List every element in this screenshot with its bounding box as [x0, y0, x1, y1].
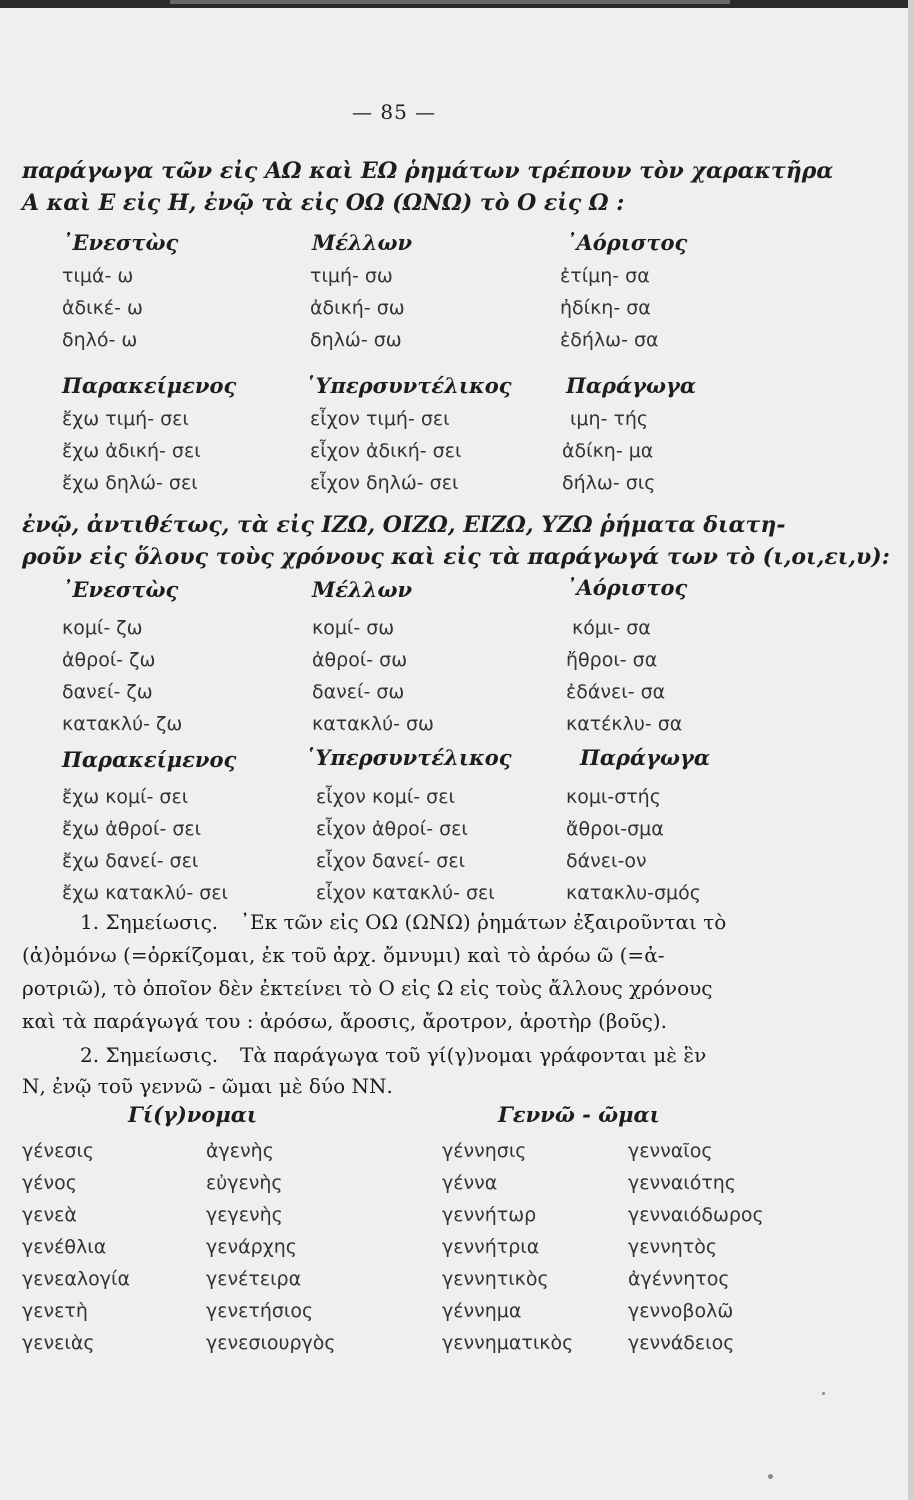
table-cell: δηλό- ω — [62, 329, 138, 351]
table2-header-derivatives: Παράγωγα — [566, 373, 697, 398]
table-cell: ἐτίμη- σα — [560, 265, 650, 287]
note1-line-3: ροτριῶ), τὸ ὁποῖον δὲν ἐκτείνει τὸ Ο εἰς Ω εἰς τοὺς ἄλλους χρόνους — [22, 976, 713, 1000]
table4-header-perfect: Παρακείμενος — [62, 747, 237, 772]
table-cell: ἀθροί- σω — [312, 649, 408, 671]
table-cell: ἠδίκη- σα — [560, 297, 651, 319]
mid-line-1: ἐνῷ, ἀντιθέτως, τὰ εἰς ΙΖΩ, ΟΙΖΩ, ΕΙΖΩ, ΥΖΩ ῥήματα διατη- — [22, 512, 786, 538]
note1-label: 1. Σημείωσις. — [80, 910, 219, 934]
scan-right-edge — [908, 0, 914, 1500]
list-item: γενναιότης — [628, 1172, 736, 1194]
list-item: γενετήσιος — [206, 1300, 314, 1322]
scan-speck — [822, 1392, 825, 1395]
table-cell: κατακλυ-σμός — [566, 882, 701, 904]
table-cell: κατακλύ- ζω — [62, 713, 183, 735]
list-item: γεννάδειος — [628, 1332, 735, 1354]
table-cell: κομι-στής — [566, 786, 661, 808]
mid-line-2: ροῦν εἰς ὅλους τοὺς χρόνους καὶ εἰς τὰ παράγωγά των τὸ (ι,οι,ει,υ): — [22, 544, 890, 570]
table-cell: ἀδικέ- ω — [62, 297, 143, 319]
list-item: γεννητὸς — [628, 1236, 717, 1258]
page-number: — 85 — — [352, 100, 437, 124]
intro-line-1: παράγωγα τῶν εἰς ΑΩ καὶ ΕΩ ῥημάτων τρέπουν τὸν χαρακτῆρα — [22, 158, 834, 184]
list-item: γέννημα — [442, 1300, 522, 1322]
table-cell: ἐδάνει- σα — [566, 681, 666, 703]
list-item: γεννοβολῶ — [628, 1300, 734, 1322]
list-item: ἀγενὴς — [206, 1140, 274, 1162]
table-cell: ἔχω κατακλύ- σει — [62, 882, 228, 904]
table-cell: εἶχον τιμή- σει — [310, 408, 450, 430]
table-cell: εἶχον δηλώ- σει — [310, 472, 459, 494]
table4-header-pluperfect: ῾Υπερσυντέλικος — [305, 745, 512, 770]
table-cell: δάνει-ον — [566, 850, 647, 872]
table-cell: ἀδική- σω — [310, 297, 405, 319]
note2-label: 2. Σημείωσις. — [80, 1043, 219, 1067]
table-cell: ιμη- τής — [570, 408, 649, 430]
note1-line-2: (ἀ)ὀμόνω (=ὁρκίζομαι, ἐκ τοῦ ἀρχ. ὄμνυμι) καὶ τὸ ἀρόω ῶ (=ἀ- — [22, 943, 665, 967]
table-cell: κατέκλυ- σα — [566, 713, 683, 735]
note2-line-2: Ν, ἐνῷ τοῦ γεννῶ - ῶμαι μὲ δύο ΝΝ. — [22, 1074, 393, 1098]
list-item: γενεσιουργὸς — [206, 1332, 336, 1354]
list-item: γέννα — [442, 1172, 498, 1194]
table-cell: κομί- σω — [312, 617, 395, 639]
list-item: γένεσις — [22, 1140, 95, 1162]
table-cell: ἀδίκη- μα — [562, 440, 654, 462]
table1-header-present: ᾿Ενεστὼς — [62, 230, 179, 255]
table-cell: ἀθροί- ζω — [62, 649, 156, 671]
table-cell: ἔχω ἀθροί- σει — [62, 818, 202, 840]
list-item: γεννητικὸς — [442, 1268, 549, 1290]
table-cell: ἔχω δανεί- σει — [62, 850, 199, 872]
list-item: γενναῖος — [628, 1140, 713, 1162]
list-item: γενάρχης — [206, 1236, 297, 1258]
list-item: γενναιόδωρος — [628, 1204, 764, 1226]
table-cell: εἶχον ἀθροί- σει — [316, 818, 468, 840]
table-cell: κόμι- σα — [572, 617, 651, 639]
table-cell: εἶχον ἀδική- σει — [310, 440, 462, 462]
scan-top-border — [0, 0, 914, 8]
table-cell: ἔχω ἀδική- σει — [62, 440, 201, 462]
table2-header-perfect: Παρακείμενος — [62, 373, 237, 398]
table1-header-aorist: ᾿Αόριστος — [566, 230, 688, 255]
table-cell: ἔχω κομί- σει — [62, 786, 189, 808]
list-item: γενέτειρα — [206, 1268, 302, 1290]
list-item: γέννησις — [442, 1140, 527, 1162]
note2-line-1: Τὰ παράγωγα τοῦ γί(γ)νομαι γράφονται μὲ ἓν — [240, 1043, 707, 1067]
list-item: εὐγενὴς — [206, 1172, 283, 1194]
table-cell: εἶχον κομί- σει — [316, 786, 455, 808]
list-item: γεννήτωρ — [442, 1204, 537, 1226]
table-cell: δηλώ- σω — [310, 329, 402, 351]
list-item: γενειὰς — [22, 1332, 95, 1354]
list-item: ἀγέννητος — [628, 1268, 730, 1290]
table-cell: τιμά- ω — [62, 265, 134, 287]
table-cell: ἐδήλω- σα — [560, 329, 659, 351]
table-cell: τιμή- σω — [310, 265, 393, 287]
table1-header-future: Μέλλων — [312, 230, 413, 255]
table4-header-derivatives: Παράγωγα — [580, 745, 711, 770]
table-cell: δανεί- ζω — [62, 681, 153, 703]
table3-header-present: ᾿Ενεστὼς — [62, 577, 179, 602]
table-cell: ἤθροι- σα — [566, 649, 658, 671]
table3-header-future: Μέλλων — [312, 577, 413, 602]
table-cell: ἔχω δηλώ- σει — [62, 472, 198, 494]
list-item: γεγενὴς — [206, 1204, 283, 1226]
wordlist-header-genno: Γεννῶ - ῶμαι — [498, 1102, 660, 1127]
table-cell: εἶχον δανεί- σει — [316, 850, 466, 872]
list-item: γενεαλογία — [22, 1268, 130, 1290]
list-item: γενέθλια — [22, 1236, 107, 1258]
table3-header-aorist: ᾿Αόριστος — [566, 575, 688, 600]
table-cell: δήλω- σις — [562, 472, 656, 494]
table2-header-pluperfect: ῾Υπερσυντέλικος — [305, 373, 512, 398]
list-item: γεννήτρια — [442, 1236, 540, 1258]
list-item: γεννηματικὸς — [442, 1332, 574, 1354]
table-cell: εἶχον κατακλύ- σει — [316, 882, 495, 904]
list-item: γενετὴ — [22, 1300, 88, 1322]
scan-speck — [768, 1474, 773, 1479]
table-cell: κομί- ζω — [62, 617, 143, 639]
note1-line-4: καὶ τὰ παράγωγά του : ἀρόσω, ἄροσις, ἄροτρον, ἀροτὴρ (βοῦς). — [22, 1009, 667, 1033]
intro-line-2: Α καὶ Ε εἰς Η, ἐνῷ τὰ εἰς ΟΩ (ΩΝΩ) τὸ Ο εἰς Ω : — [22, 190, 625, 216]
list-item: γένος — [22, 1172, 77, 1194]
wordlist-header-gignomai: Γί(γ)νομαι — [128, 1102, 258, 1127]
table-cell: κατακλύ- σω — [312, 713, 434, 735]
note1-line-1: ᾿Εκ τῶν εἰς ΟΩ (ΩΝΩ) ῥημάτων ἐξαιροῦνται τὸ — [240, 910, 727, 934]
table-cell: ἔχω τιμή- σει — [62, 408, 189, 430]
list-item: γενεὰ — [22, 1204, 77, 1226]
table-cell: δανεί- σω — [312, 681, 405, 703]
table-cell: ἄθροι-σμα — [566, 818, 664, 840]
